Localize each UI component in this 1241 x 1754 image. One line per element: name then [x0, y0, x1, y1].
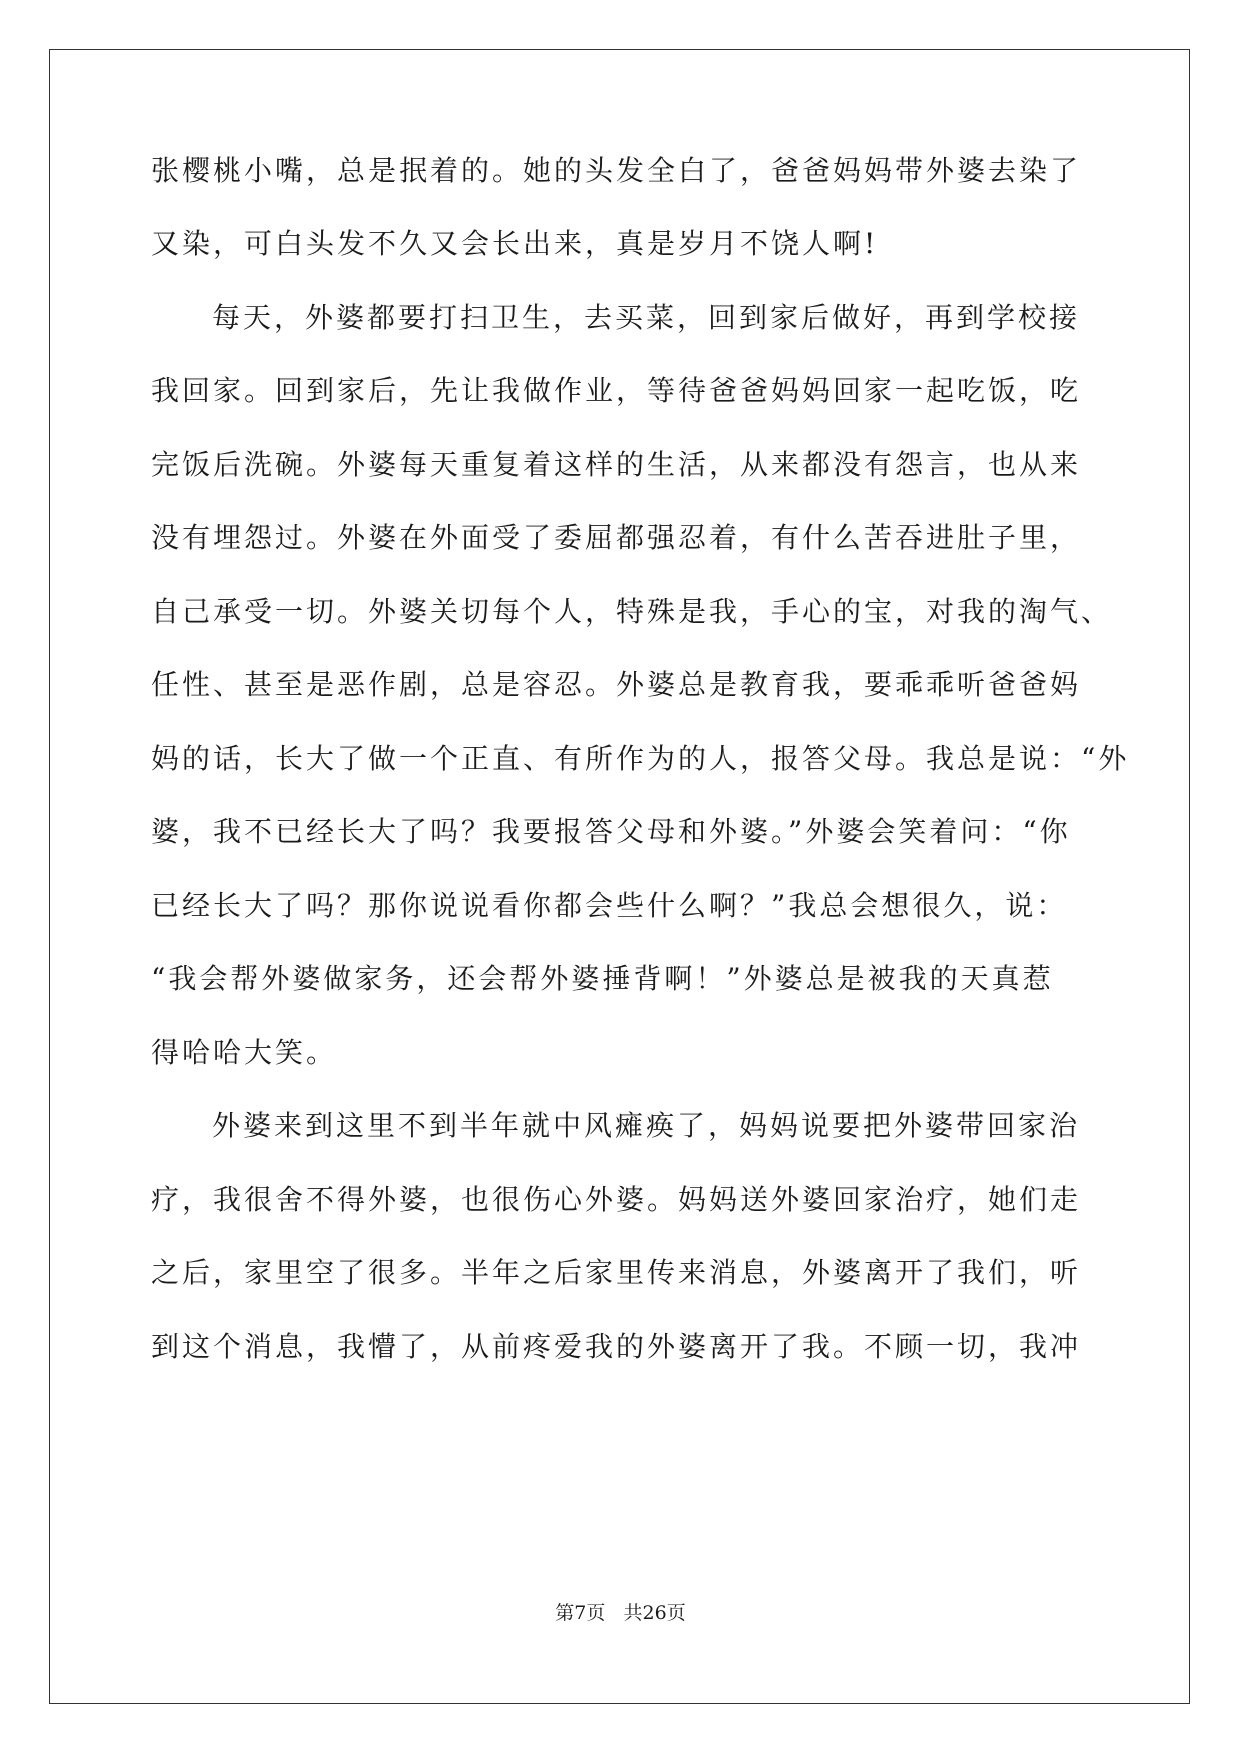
text-line: 之后，家里空了很多。半年之后家里传来消息，外婆离开了我们，听	[151, 1256, 1082, 1289]
paragraph-start-line: 外婆来到这里不到半年就中风瘫痪了，妈妈说要把外婆带回家治	[212, 1109, 1081, 1142]
text-line: 完饭后洗碗。外婆每天重复着这样的生活，从来都没有怨言，也从来	[151, 448, 1082, 481]
text-line: 得哈哈大笑。	[151, 1036, 338, 1069]
text-line: 任性、甚至是恶作剧，总是容忍。外婆总是教育我，要乖乖听爸爸妈	[151, 668, 1082, 701]
text-line: 张樱桃小嘴，总是抿着的。她的头发全白了，爸爸妈妈带外婆去染了	[151, 154, 1082, 187]
text-line: 我回家。回到家后，先让我做作业，等待爸爸妈妈回家一起吃饭，吃	[151, 374, 1082, 407]
text-line: 没有埋怨过。外婆在外面受了委屈都强忍着，有什么苦吞进肚子里，	[151, 521, 1082, 554]
page-number: 第7页	[555, 1602, 606, 1624]
text-line: 到这个消息，我懵了，从前疼爱我的外婆离开了我。不顾一切，我冲	[151, 1330, 1082, 1363]
paragraph-start-line: 每天，外婆都要打扫卫生，去买菜，回到家后做好，再到学校接	[212, 301, 1081, 334]
text-line: 疗，我很舍不得外婆，也很伤心外婆。妈妈送外婆回家治疗，她们走	[151, 1183, 1082, 1216]
text-line: 已经长大了吗？那你说说看你都会些什么啊？”我总会想很久，说：	[151, 889, 1068, 922]
page-footer	[0, 1601, 1241, 1625]
page-total: 共26页	[623, 1602, 686, 1624]
text-line: 妈的话，长大了做一个正直、有所作为的人，报答父母。我总是说：“外	[151, 742, 1130, 775]
text-line: “我会帮外婆做家务，还会帮外婆捶背啊！”外婆总是被我的天真惹	[151, 962, 1054, 995]
text-line: 婆，我不已经长大了吗？我要报答父母和外婆。”外婆会笑着问：“你	[151, 815, 1071, 848]
text-line: 又染，可白头发不久又会长出来，真是岁月不饶人啊!	[151, 227, 879, 260]
text-line: 自己承受一切。外婆关切每个人，特殊是我，手心的宝，对我的淘气、	[151, 595, 1113, 628]
